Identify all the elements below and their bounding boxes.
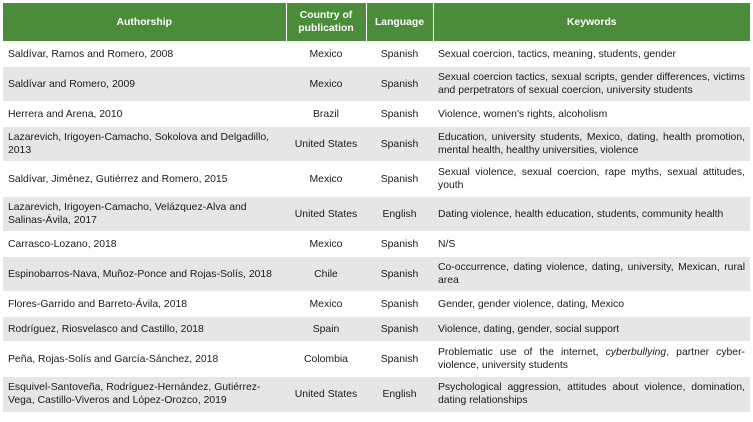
cell-country: Mexico bbox=[286, 42, 366, 67]
table-row bbox=[3, 317, 750, 342]
cell-keywords: Gender, gender violence, dating, Mexico bbox=[433, 292, 750, 317]
cell-authorship: Peña, Rojas-Solís and García-Sánchez, 2018 bbox=[3, 342, 286, 377]
cell-language: English bbox=[366, 197, 433, 232]
table-header-row bbox=[3, 3, 750, 42]
cell-language: Spanish bbox=[366, 67, 433, 102]
cell-language: Spanish bbox=[366, 162, 433, 197]
cell-country: Mexico bbox=[286, 292, 366, 317]
header-keywords: Keywords bbox=[433, 3, 750, 42]
cell-keywords: Education, university students, Mexico, dating, health promotion, mental health, healthy universities, violence bbox=[433, 127, 750, 162]
cell-authorship: Saldívar, Ramos and Romero, 2008 bbox=[3, 42, 286, 67]
cell-country: Chile bbox=[286, 257, 366, 292]
cell-country: Mexico bbox=[286, 67, 366, 102]
table-row bbox=[3, 377, 750, 412]
cell-keywords: Dating violence, health education, students, community health bbox=[433, 197, 750, 232]
cell-language: Spanish bbox=[366, 257, 433, 292]
table-row bbox=[3, 257, 750, 292]
cell-keywords: Sexual coercion, tactics, meaning, students, gender bbox=[433, 42, 750, 67]
cell-language: Spanish bbox=[366, 292, 433, 317]
cell-authorship: Rodríguez, Riosvelasco and Castillo, 2018 bbox=[3, 317, 286, 342]
cell-authorship: Saldívar, Jiménez, Gutiérrez and Romero, 2015 bbox=[3, 162, 286, 197]
cell-country: Mexico bbox=[286, 232, 366, 257]
cell-keywords: Sexual violence, sexual coercion, rape myths, sexual attitudes, youth bbox=[433, 162, 750, 197]
table-row bbox=[3, 162, 750, 197]
table-row bbox=[3, 197, 750, 232]
cell-authorship: Lazarevich, Irigoyen-Camacho, Velázquez-Alva and Salinas-Ávila, 2017 bbox=[3, 197, 286, 232]
header-authorship: Authorship bbox=[3, 3, 286, 42]
cell-authorship: Herrera and Arena, 2010 bbox=[3, 102, 286, 127]
table-row bbox=[3, 67, 750, 102]
cell-country: Mexico bbox=[286, 162, 366, 197]
cell-keywords: Sexual coercion tactics, sexual scripts, gender differences, victims and perpetrators of sexual coercion, university students bbox=[433, 67, 750, 102]
table-row bbox=[3, 42, 750, 67]
cell-country: United States bbox=[286, 377, 366, 412]
publications-table bbox=[3, 3, 750, 412]
cell-authorship: Esquivel-Santoveña, Rodríguez-Hernández, Gutiérrez-Vega, Castillo-Viveros and López-Orozco, 2019 bbox=[3, 377, 286, 412]
cell-keywords: N/S bbox=[433, 232, 750, 257]
cell-country: Colombia bbox=[286, 342, 366, 377]
cell-keywords: Violence, dating, gender, social support bbox=[433, 317, 750, 342]
table-row bbox=[3, 232, 750, 257]
cell-language: English bbox=[366, 377, 433, 412]
keywords-italic-term: cyberbullying bbox=[605, 347, 667, 358]
table-row bbox=[3, 127, 750, 162]
header-country: Country of publication bbox=[286, 3, 366, 42]
cell-country: Spain bbox=[286, 317, 366, 342]
cell-keywords: Co-occurrence, dating violence, dating, university, Mexican, rural area bbox=[433, 257, 750, 292]
keywords-text: Problematic use of the internet, bbox=[438, 347, 606, 358]
cell-language: Spanish bbox=[366, 102, 433, 127]
cell-authorship: Espinobarros-Nava, Muñoz-Ponce and Rojas-Solís, 2018 bbox=[3, 257, 286, 292]
cell-language: Spanish bbox=[366, 232, 433, 257]
cell-keywords bbox=[433, 342, 750, 377]
cell-language: Spanish bbox=[366, 127, 433, 162]
keywords-text: , partner cyber-violence, university students bbox=[438, 347, 746, 371]
cell-authorship: Carrasco-Lozano, 2018 bbox=[3, 232, 286, 257]
cell-language: Spanish bbox=[366, 317, 433, 342]
cell-authorship: Flores-Garrido and Barreto-Ávila, 2018 bbox=[3, 292, 286, 317]
cell-language: Spanish bbox=[366, 42, 433, 67]
cell-keywords: Psychological aggression, attitudes about violence, domination, dating relationships bbox=[433, 377, 750, 412]
header-language: Language bbox=[366, 3, 433, 42]
table-row bbox=[3, 292, 750, 317]
cell-country: United States bbox=[286, 197, 366, 232]
cell-authorship: Saldívar and Romero, 2009 bbox=[3, 67, 286, 102]
cell-country: Brazil bbox=[286, 102, 366, 127]
cell-keywords: Violence, women's rights, alcoholism bbox=[433, 102, 750, 127]
cell-language: Spanish bbox=[366, 342, 433, 377]
table-row bbox=[3, 342, 750, 377]
cell-authorship: Lazarevich, Irigoyen-Camacho, Sokolova and Delgadillo, 2013 bbox=[3, 127, 286, 162]
table-row bbox=[3, 102, 750, 127]
cell-country: United States bbox=[286, 127, 366, 162]
